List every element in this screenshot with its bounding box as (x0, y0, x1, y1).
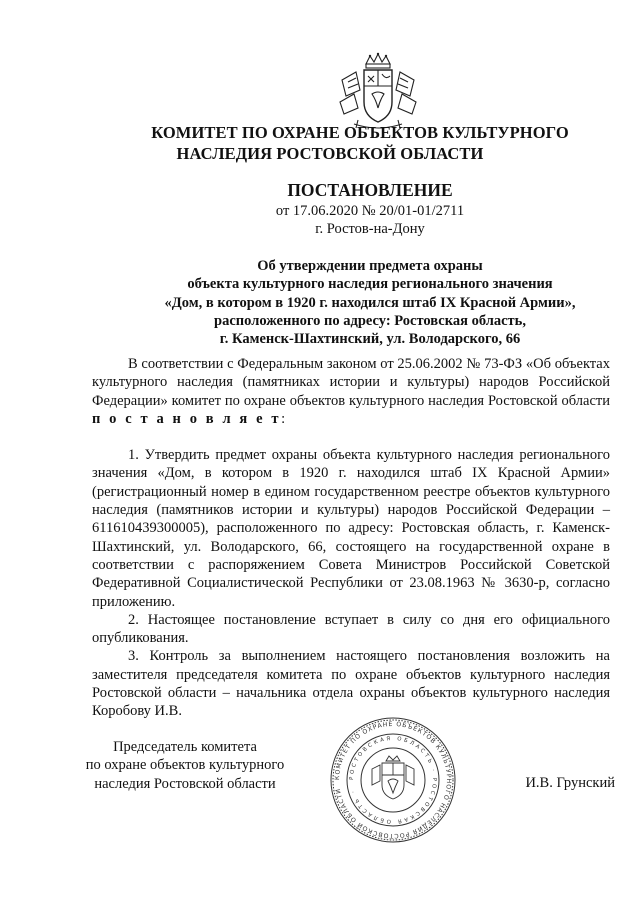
preamble-paragraph (92, 355, 610, 428)
decree-word: п о с т а н о в л я е т (92, 410, 282, 427)
decree-colon: : (281, 410, 286, 427)
document-date-number: от 17.06.2020 № 20/01-01/2711 (275, 203, 465, 219)
subject-line: объекта культурного наследия регионального значения (187, 276, 553, 293)
document-subject (110, 257, 630, 348)
item-paragraph-2: 2. Настоящее постановление вступает в силу со дня его официального опубликования. (92, 611, 610, 647)
preamble-text: В соответствии с Федеральным законом от 25.06.2002 № 73-ФЗ «Об объектах культурного наследия (памятниках истории и культуры) народов Российской Федерации» комитет по охране объектов культурного наследия Ростовской области (92, 356, 610, 409)
signer-line-2: по охране объектов культурного (85, 757, 285, 774)
org-line-2: НАСЛЕДИЯ РОСТОВСКОЙ ОБЛАСТИ (176, 144, 484, 163)
org-line-1: КОМИТЕТ ПО ОХРАНЕ ОБЪЕКТОВ КУЛЬТУРНОГО (151, 123, 569, 142)
document-type: ПОСТАНОВЛЕНИЕ (287, 180, 453, 200)
subject-line: г. Каменск-Шахтинский, ул. Володарского, 66 (219, 331, 521, 348)
organization-name (60, 122, 640, 164)
signer-name: И.В. Грунский (525, 775, 615, 791)
item-paragraph-3: 3. Контроль за выполнением настоящего постановления возложить на заместителя председателя комитета по охране объектов культурного наследия Ростовской области – начальника отдела охраны объектов культурного наследия Коробову И.В. (92, 648, 610, 720)
signer-line-3: наследия Ростовской области (94, 775, 276, 792)
item-paragraph-1: 1. Утвердить предмет охраны объекта культурного наследия регионального значения «Дом, в котором в 1920 г. находился штаб IX Красной Армии» (регистрационный номер в едином государственном реестре объектов культурного наследия (памятников истории и культуры) народов Российской Федерации – 611610439300005), расположенного по адресу: Ростовская область, г. Каменск-Шахтинский, ул. Володарского, 66, состоящего на государственной охране в соответствии с распоряжением Совета Министров Российской Советской Федеративной Социалистической Республики от 23.08.1963 № 3630-р, согласно приложению. (92, 447, 610, 610)
subject-line: расположенного по адресу: Ростовская область, (214, 312, 526, 329)
svg-text:КОМИТЕТ ПО ОХРАНЕ ОБЪЕКТОВ КУЛ: КОМИТЕТ ПО ОХРАНЕ ОБЪЕКТОВ КУЛЬТУРНОГО НАСЛЕДИЯ РОСТОВСКОЙ ОБЛАСТИ (333, 720, 453, 840)
signer-line-1: Председатель комитета (113, 739, 257, 755)
signer-title (80, 738, 290, 793)
document-city: г. Ростов-на-Дону (315, 221, 425, 237)
document-body (92, 355, 610, 721)
svg-text:РОСТОВСКАЯ ОБЛАСТЬ · РОСТОВСКА: РОСТОВСКАЯ ОБЛАСТЬ · РОСТОВСКАЯ ОБЛАСТЬ · (348, 735, 438, 825)
subject-line: «Дом, в котором в 1920 г. находился штаб IX Красной Армии», (164, 294, 576, 311)
document-meta (120, 202, 620, 238)
subject-line: Об утверждении предмета охраны (257, 258, 483, 274)
official-seal-icon (328, 715, 458, 845)
